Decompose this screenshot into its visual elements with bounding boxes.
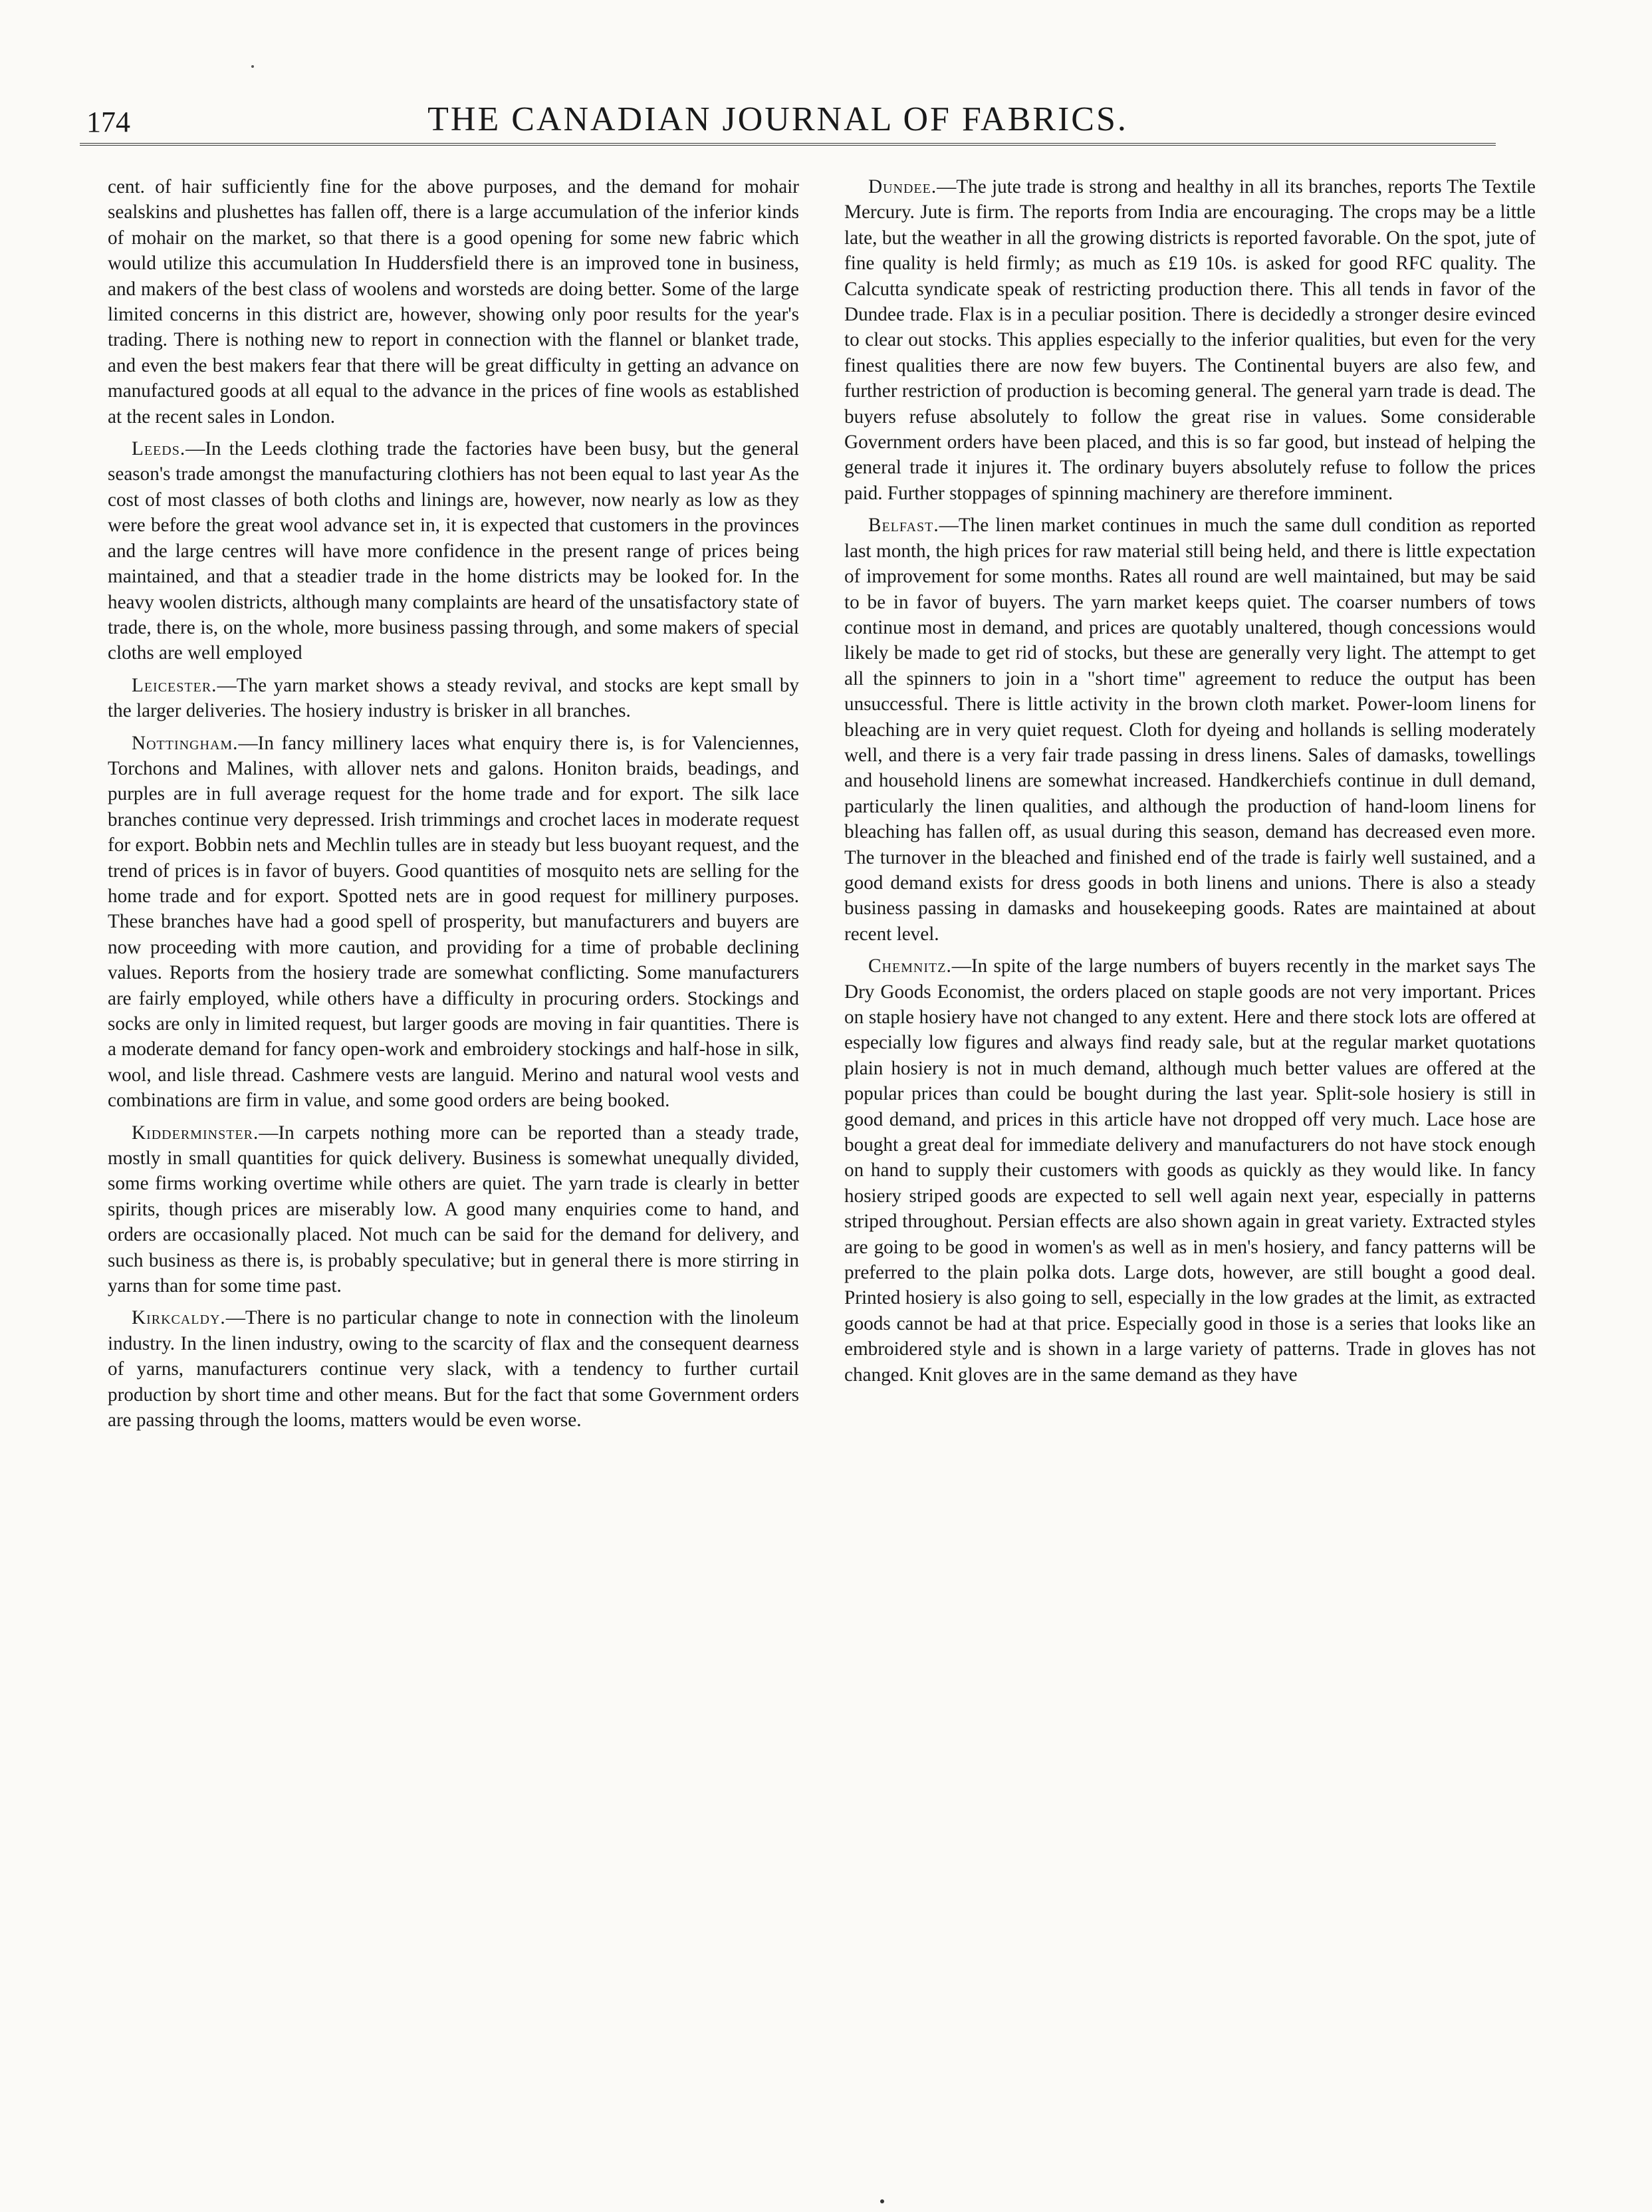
left-column bbox=[108, 174, 799, 1440]
right-column bbox=[844, 174, 1536, 1394]
paper-speck bbox=[880, 2199, 884, 2203]
paper-speck bbox=[251, 65, 254, 68]
page-header bbox=[66, 93, 1489, 140]
place-heading: Leicester. bbox=[132, 674, 217, 696]
paragraph-text: —In fancy millinery laces what enquiry there is, is for Valenciennes, Torchons and Malines, with allover nets and galons. Honiton braids, beadings, and purples are in full average request for the home trade and for export. The silk lace branches continue very depressed. Irish trimmings and crochet laces in moderate request for export. Bobbin nets and Mechlin tulles are in steady but less buoyant request, and the trend of prices is in favor of buyers. Good quantities of mosquito nets are selling for the home trade and for export. Spotted nets are in good request for millinery purposes. These branches have had a good spell of prosperity, but manufacturers and buyers are now proceeding with more caution, and providing for a time of probable declining values. Reports from the hosiery trade are somewhat conflicting. Some manufacturers are fairly employed, while others have a difficulty in procuring orders. Stockings and socks are only in limited request, but larger goods are moving in fair quantities. There is a moderate demand for fancy open-work and embroidery stockings and half-hose in silk, wool, and lisle thread. Cashmere vests are languid. Merino and natural wool vests and combinations are firm in value, and some good orders are being booked. bbox=[108, 732, 799, 1112]
place-heading: Belfast. bbox=[868, 515, 939, 537]
header-rule bbox=[80, 143, 1496, 146]
paragraph-text: —The yarn market shows a steady revival, and stocks are kept small by the larger deliveries. The hosiery industry is brisker in all branches. bbox=[108, 674, 799, 722]
paragraph-text: —The linen market continues in much the same dull condition as reported last month, the high prices for raw material still being held, and there is little expectation of improvement for some months. Rates all round are well maintained, but may be said to be in favor of buyers. The yarn market keeps quiet. The coarser numbers of tows continue most in demand, and prices are quotably unaltered, though concessions would likely be made to get rid of stocks, but these are generally very light. The attempt to get all the spinners to join in a "short time" agreement to reduce the output has been unsuccessful. There is little activity in the brown cloth market. Power-loom linens for bleaching are in very quiet request. Cloth for dyeing and hollands is selling moderately well, and there is a very fair trade passing in dress linens. Sales of damasks, towellings and household linens are somewhat increased. Handkerchiefs continue in dull demand, particularly the linen qualities, and although the production of hand-loom linens for bleaching has fallen off, as usual during this season, demand has decreased even more. The turnover in the bleached and finished end of the trade is fairly well sustained, and a good demand exists for dress goods in both linens and unions. There is also a steady business passing in damasks and housekeeping goods. Rates are maintained at about recent level. bbox=[844, 515, 1536, 945]
paragraph-nottingham bbox=[108, 731, 799, 1114]
paragraph-text: —In spite of the large numbers of buyers recently in the market says The Dry Goods Economist, the orders placed on staple goods are not very important. Prices on staple hosiery have not changed to any extent. Here and there stock lots are offered at especially low figures and always find ready sale, but at the regular market quotations plain hosiery is not in much demand, although much better values are offered at the popular prices than could be bought during the last year. Split-sole hosiery is still in good demand, and prices in this article have not dropped off very much. Lace hose are bought a great deal for immediate delivery and manufacturers do not have stock enough on hand to supply their customers with goods as quickly as they would like. In fancy hosiery striped goods are expected to sell well again next year, especially in patterns striped throughout. Persian effects are also shown again in great variety. Extracted styles are going to be good in women's as well as in men's hosiery, and fancy patterns will be preferred to the plain polka dots. Large dots, however, are still bought a good deal. Printed hosiery is also going to sell, especially in the low grades at the limit, as extracted goods cannot be had at that price. Especially good in those is a series that looks like an embroidered style and is shown in a large variety of patterns. Trade in gloves has not changed. Knit gloves are in the same demand as they have bbox=[844, 955, 1536, 1386]
paragraph-continued: cent. of hair sufficiently fine for the above purposes, and the demand for mohair sealskins and plushettes has fallen off, there is a large accumulation of the inferior kinds of mohair on the market, so that there is a good opening for some new fabric which would utilize this accumulation In Huddersfield there is an improved tone in business, and makers of the best class of woolens and worsteds are doing better. Some of the large limited concerns in this district are, however, showing only poor results for the year's trading. There is nothing new to report in connection with the flannel or blanket trade, and even the best makers fear that there will be great difficulty in getting an advance on manufactured goods at all equal to the advance in the prices of fine wools as established at the recent sales in London. bbox=[108, 176, 799, 428]
place-heading: Kidderminster. bbox=[132, 1122, 259, 1144]
paragraph-leeds bbox=[108, 436, 799, 666]
place-heading: Dundee. bbox=[868, 176, 937, 197]
paragraph-kidderminster bbox=[108, 1120, 799, 1299]
journal-title: THE CANADIAN JOURNAL OF FABRICS. bbox=[427, 100, 1128, 138]
place-heading: Kirkcaldy. bbox=[132, 1307, 226, 1329]
paragraph-chemnitz bbox=[844, 953, 1536, 1388]
place-heading: Nottingham. bbox=[132, 732, 239, 754]
paragraph-dundee bbox=[844, 174, 1536, 506]
paragraph-text: —There is no particular change to note in connection with the linoleum industry. In the linen industry, owing to the scarcity of flax and the consequent dearness of yarns, manufacturers continue very slack, with a tendency to further curtail production by short time and other means. But for the fact that some Government orders are passing through the looms, matters would be even worse. bbox=[108, 1307, 799, 1431]
paragraph-text: —The jute trade is strong and healthy in all its branches, reports The Textile Mercury. Jute is firm. The reports from India are encouraging. The crops may be a little late, but the weather in all the growing districts is reported favorable. On the spot, jute of fine quality is held firmly; as much as £19 10s. is asked for good RFC quality. The Calcutta syndicate speak of restricting production there. This all tends in favor of the Dundee trade. Flax is in a peculiar position. There is decidedly a stronger desire evinced to clear out stocks. This applies especially to the inferior qualities, but even for the very finest qualities there are now few buyers. The Continental buyers are also few, and further restriction of production is becoming general. The general yarn trade is dead. The buyers refuse absolutely to follow the great rise in values. Some considerable Government orders have been placed, and this is so far good, but instead of helping the general trade it injures it. The ordinary buyers absolutely refuse to follow the prices paid. Further stoppages of spinning machinery are therefore imminent. bbox=[844, 176, 1536, 504]
page-number: 174 bbox=[86, 106, 130, 138]
paragraph-kirkcaldy bbox=[108, 1305, 799, 1433]
paragraph-belfast bbox=[844, 513, 1536, 947]
paragraph-text: —In the Leeds clothing trade the factories have been busy, but the general season's trade amongst the manufacturing clothiers has not been equal to last year As the cost of most classes of both cloths and linings are, however, now nearly as low as they were before the great wool advance set in, it is expected that customers in the provinces and the large centres will have more confidence in the present range of prices being maintained, and that a steadier trade in the home districts may be looked for. In the heavy woolen districts, although many complaints are heard of the unsatisfactory state of trade, there is, on the whole, more business passing through, and some makers of special cloths are well employed bbox=[108, 438, 799, 664]
paragraph-leicester bbox=[108, 673, 799, 724]
paragraph-text: —In carpets nothing more can be reported than a steady trade, mostly in small quantities for quick delivery. Business is somewhat unequally divided, some firms working overtime while others are quiet. The yarn trade is clearly in better spirits, though prices are miserably low. A good many enquiries come to hand, and orders are occasionally placed. Not much can be said for the demand for delivery, and such business as there is, is probably speculative; but in general there is more stirring in yarns than for some time past. bbox=[108, 1122, 799, 1297]
place-heading: Leeds. bbox=[132, 438, 186, 460]
place-heading: Chemnitz. bbox=[868, 955, 952, 977]
